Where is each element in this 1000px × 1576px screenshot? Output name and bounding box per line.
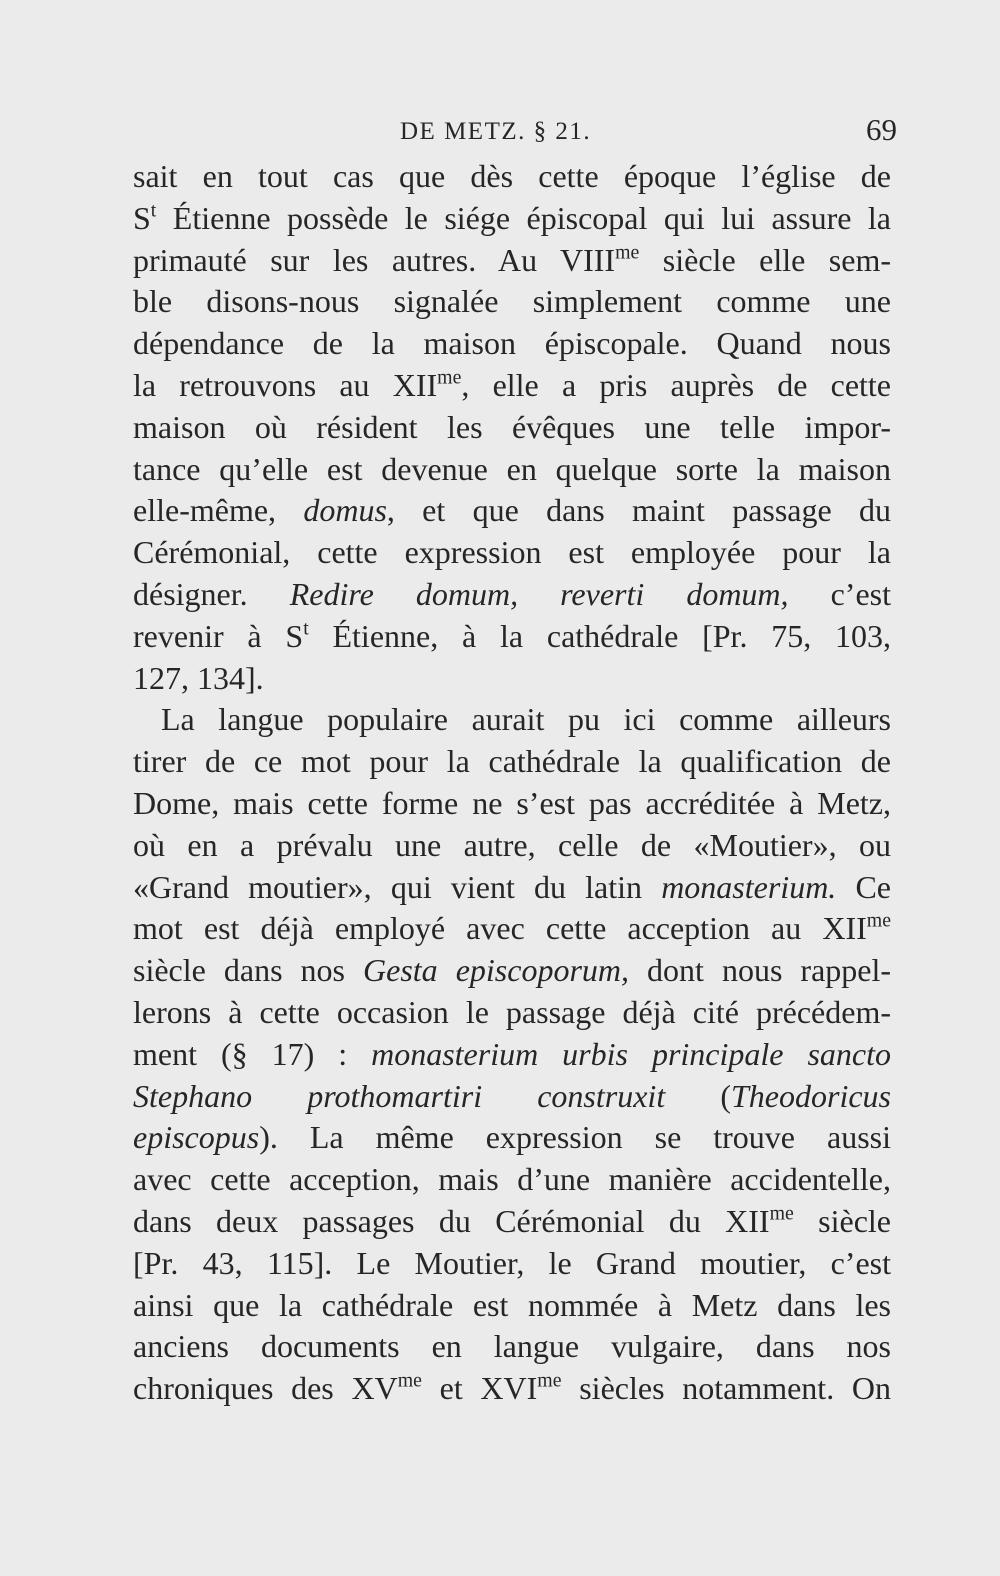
- text-run: S: [133, 199, 151, 236]
- text-run: (: [665, 1077, 731, 1114]
- text-run: dans deux passages du Cérémonial du XII: [133, 1202, 770, 1239]
- text-run: ment (§ 17) :: [133, 1035, 372, 1072]
- running-title: DE METZ. § 21.: [400, 118, 592, 145]
- text-run: [Pr. 43, 115]. Le Moutier, le Grand moutier, c’est: [133, 1244, 891, 1281]
- text-run: où en a prévalu une autre, celle de «Moutier», ou: [133, 826, 891, 863]
- text-run: tirer de ce mot pour la cathédrale la qualification de: [133, 743, 891, 780]
- text-line: [133, 783, 891, 825]
- text-run: désigner.: [133, 575, 290, 612]
- text-run: Cérémonial, cette expression est employée pour la: [133, 534, 891, 571]
- superscript: me: [866, 910, 891, 933]
- superscript: me: [397, 1369, 422, 1392]
- text-line: [133, 1201, 891, 1243]
- text-line: [133, 532, 891, 574]
- text-line: [133, 1159, 891, 1201]
- text-run: siècle: [793, 1202, 892, 1239]
- italic-text: Theodoricus: [731, 1077, 891, 1114]
- text-run: avec cette acception, mais d’une manière accidentelle,: [133, 1161, 891, 1198]
- text-line: [133, 281, 891, 323]
- italic-text: monasterium urbis principale sancto: [371, 1035, 892, 1072]
- page-number: 69: [866, 112, 897, 147]
- text-run: siècles notamment. On: [561, 1370, 892, 1407]
- text-run: Étienne possède le siége épiscopal qui lui assure la: [156, 199, 891, 236]
- text-line: [133, 156, 891, 198]
- text-run: ble disons-nous signalée simplement comme une: [133, 283, 891, 320]
- text-line: [133, 867, 891, 909]
- text-line: [133, 658, 891, 700]
- text-run: sait en tout cas que dès cette époque l’église de: [133, 158, 891, 194]
- text-run: siècle elle sem-: [639, 241, 892, 278]
- text-line: [133, 699, 891, 741]
- text-run: «Grand moutier», qui vient du latin: [133, 868, 662, 905]
- superscript: t: [303, 617, 309, 640]
- text-run: et XVI: [421, 1370, 538, 1407]
- superscript: me: [615, 241, 640, 264]
- text-line: [133, 1285, 891, 1327]
- text-line: [133, 1117, 891, 1159]
- text-run: La langue populaire aurait pu ici comme ailleurs: [161, 701, 891, 738]
- body-text: [133, 156, 891, 1410]
- text-run: , et que dans maint passage du: [386, 492, 892, 529]
- superscript: me: [537, 1369, 562, 1392]
- text-run: chroniques des XV: [133, 1370, 398, 1407]
- page-header: [0, 112, 1000, 148]
- text-run: Étienne, à la cathédrale [Pr. 75, 103,: [308, 617, 892, 654]
- text-run: 127, 134].: [133, 659, 264, 696]
- text-line: [133, 908, 891, 950]
- superscript: me: [437, 366, 462, 389]
- text-line: [133, 825, 891, 867]
- text-run: dont nous rappel-: [629, 952, 892, 989]
- italic-text: domus: [303, 492, 387, 529]
- text-run: c’est: [788, 575, 892, 612]
- text-run: la retrouvons au XII: [133, 366, 438, 403]
- text-line: [133, 490, 891, 532]
- text-line: [133, 1368, 891, 1410]
- italic-text: episcopus: [133, 1119, 260, 1156]
- text-run: lerons à cette occasion le passage déjà cité précédem-: [133, 993, 891, 1030]
- text-run: revenir à S: [133, 617, 304, 654]
- italic-text: monasterium.: [661, 868, 837, 905]
- text-line: [133, 198, 891, 240]
- text-run: Dome, mais cette forme ne s’est pas accréditée à Metz,: [133, 784, 891, 821]
- text-line: [133, 407, 891, 449]
- text-line: [133, 950, 891, 992]
- text-line: [133, 616, 891, 658]
- text-line: [133, 1326, 891, 1368]
- italic-text: Gesta episcoporum,: [363, 952, 630, 989]
- text-run: anciens documents en langue vulgaire, dans nos: [133, 1328, 891, 1365]
- text-run: primauté sur les autres. Au VIII: [133, 241, 616, 278]
- text-run: Ce: [836, 868, 891, 905]
- text-run: tance qu’elle est devenue en quelque sorte la maison: [133, 450, 891, 487]
- text-line: [133, 365, 891, 407]
- superscript: me: [769, 1202, 794, 1225]
- text-line: [133, 449, 891, 491]
- text-run: mot est déjà employé avec cette acception au XII: [133, 910, 867, 947]
- text-run: , elle a pris auprès de cette: [461, 366, 891, 403]
- text-line: [133, 1034, 891, 1076]
- text-run: dépendance de la maison épiscopale. Quand nous: [133, 325, 891, 362]
- text-line: [133, 741, 891, 783]
- text-run: siècle dans nos: [133, 952, 364, 989]
- italic-text: Redire domum, reverti domum,: [289, 575, 789, 612]
- text-line: [133, 1243, 891, 1285]
- text-line: [133, 574, 891, 616]
- text-run: ). La même expression se trouve aussi: [259, 1119, 891, 1156]
- superscript: t: [150, 199, 157, 222]
- italic-text: Stephano prothomartiri construxit: [133, 1077, 666, 1114]
- text-line: [133, 240, 891, 282]
- text-run: maison où résident les évêques une telle impor-: [133, 408, 891, 445]
- text-line: [133, 1076, 891, 1118]
- text-run: elle-même,: [133, 492, 304, 529]
- text-line: [133, 992, 891, 1034]
- text-run: ainsi que la cathédrale est nommée à Metz dans les: [133, 1286, 891, 1323]
- text-line: [133, 323, 891, 365]
